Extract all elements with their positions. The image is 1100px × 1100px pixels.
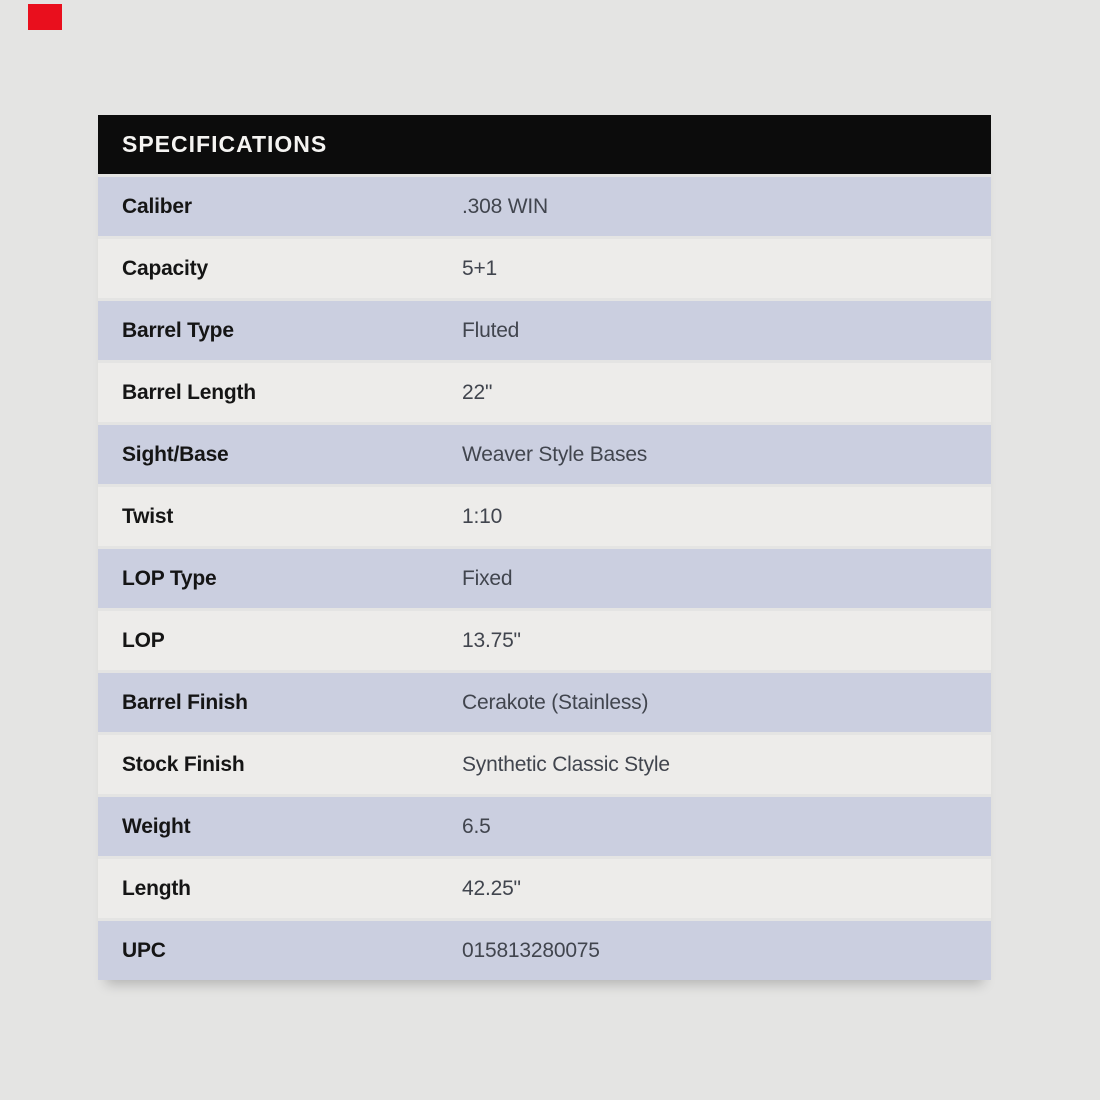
specifications-title: SPECIFICATIONS [122, 131, 328, 157]
spec-row [98, 611, 991, 670]
spec-value: 22" [462, 380, 493, 404]
spec-row [98, 797, 991, 856]
spec-row [98, 363, 991, 422]
spec-row [98, 301, 991, 360]
spec-label: LOP [122, 628, 165, 652]
spec-label: Stock Finish [122, 752, 245, 776]
spec-label: LOP Type [122, 566, 217, 590]
spec-row [98, 549, 991, 608]
specifications-table [98, 115, 991, 980]
spec-value: Cerakote (Stainless) [462, 690, 649, 714]
spec-value: Fluted [462, 318, 520, 342]
spec-value: 5+1 [462, 256, 498, 280]
spec-value: .308 WIN [462, 194, 548, 218]
spec-row [98, 859, 991, 918]
spec-label: Barrel Finish [122, 690, 248, 714]
spec-value: Weaver Style Bases [462, 442, 648, 466]
spec-label: Weight [122, 814, 191, 838]
spec-label: Sight/Base [122, 442, 229, 466]
spec-value: Synthetic Classic Style [462, 752, 670, 776]
spec-label: Twist [122, 504, 174, 528]
red-marker [28, 4, 62, 30]
spec-row [98, 239, 991, 298]
spec-value: 6.5 [462, 814, 491, 838]
spec-value: 42.25" [462, 876, 521, 900]
spec-value: 13.75" [462, 628, 521, 652]
spec-label: Caliber [122, 194, 192, 218]
spec-label: UPC [122, 938, 166, 962]
spec-label: Length [122, 876, 191, 900]
spec-row [98, 673, 991, 732]
spec-row [98, 487, 991, 546]
spec-row [98, 425, 991, 484]
spec-label: Capacity [122, 256, 208, 280]
spec-row [98, 735, 991, 794]
spec-value: Fixed [462, 566, 513, 590]
spec-value: 1:10 [462, 504, 503, 528]
spec-label: Barrel Type [122, 318, 234, 342]
spec-row [98, 177, 991, 236]
spec-row [98, 921, 991, 980]
spec-label: Barrel Length [122, 380, 256, 404]
spec-rows [98, 177, 991, 980]
spec-value: 015813280075 [462, 938, 600, 962]
specifications-header [98, 115, 991, 174]
